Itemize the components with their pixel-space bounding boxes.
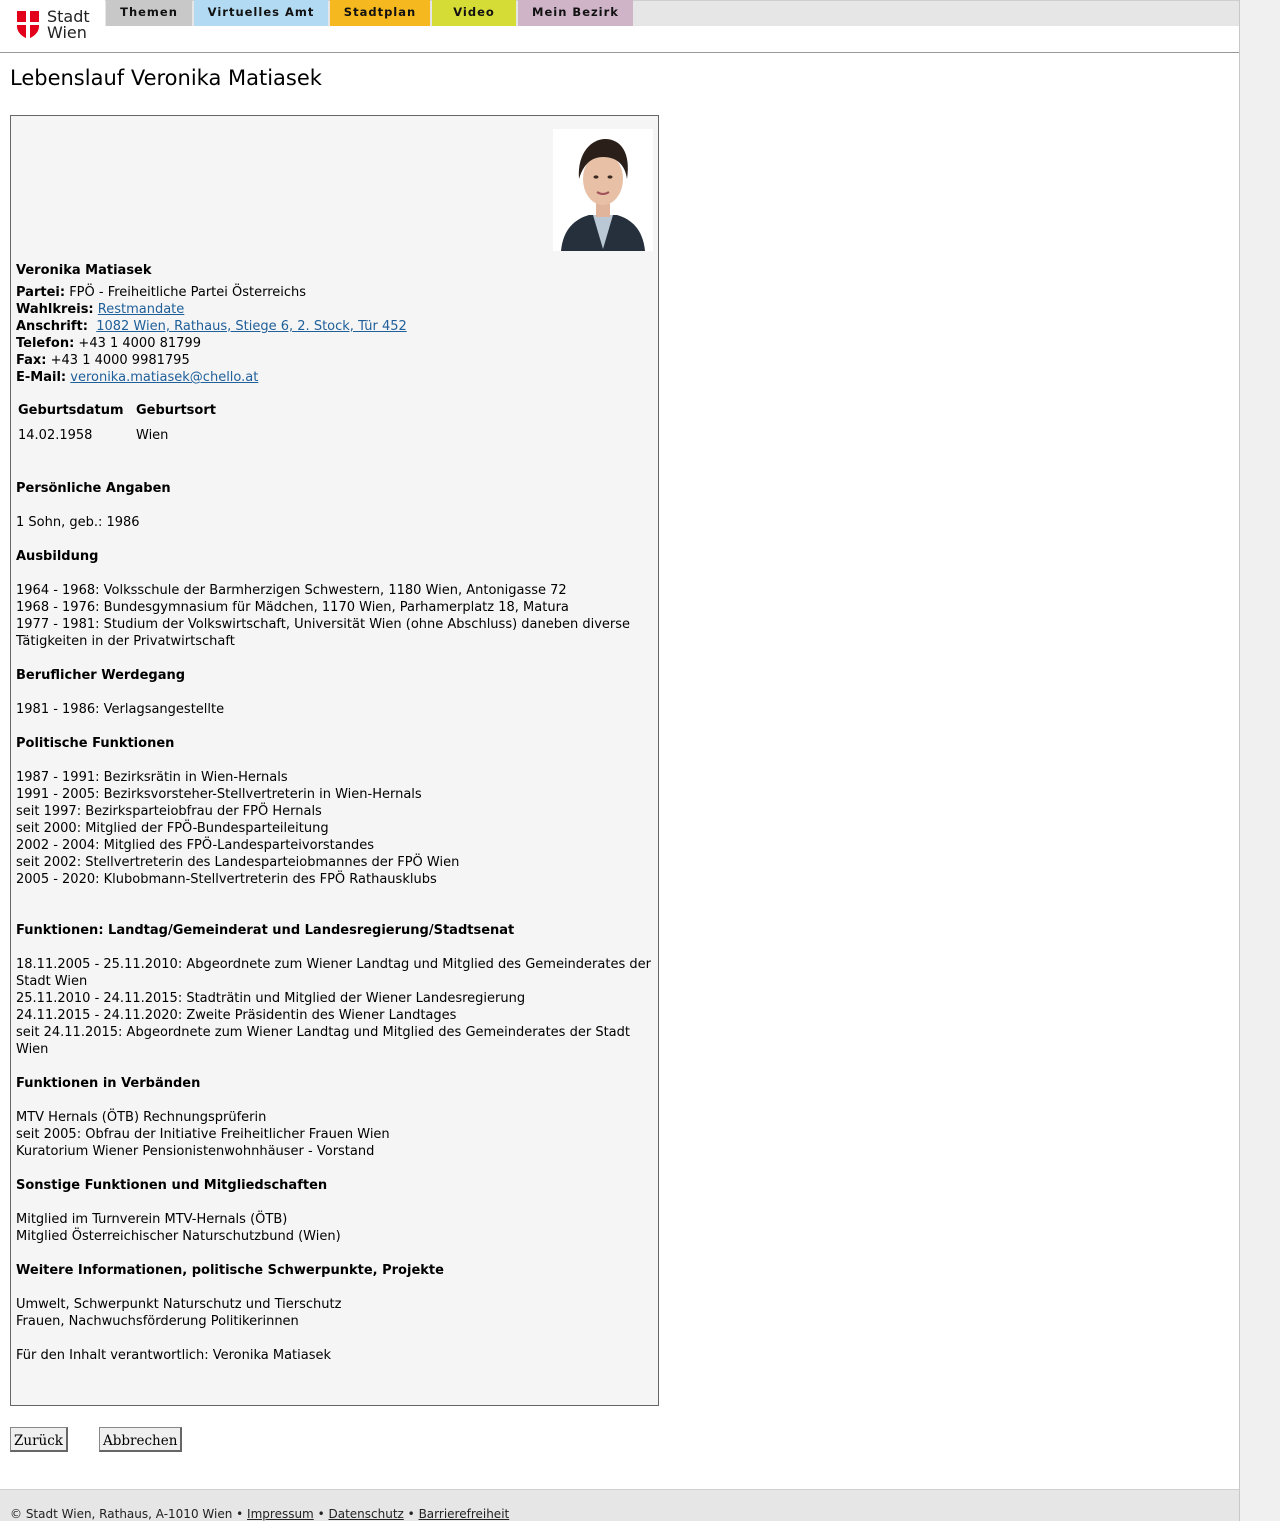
impressum-link[interactable]: Impressum xyxy=(247,1507,314,1521)
section-line: seit 2005: Obfrau der Initiative Freiheitlicher Frauen Wien xyxy=(16,1127,390,1142)
email-label: E-Mail: xyxy=(16,370,67,385)
section-line: Umwelt, Schwerpunkt Naturschutz und Tierschutz xyxy=(16,1297,342,1312)
section-line: 18.11.2005 - 25.11.2010: Abgeordnete zum Wiener Landtag und Mitglied des Gemeinderates der Stadt Wien xyxy=(16,957,651,989)
main-nav xyxy=(106,0,635,26)
section-title: Ausbildung xyxy=(16,549,99,564)
anschrift-label: Anschrift: xyxy=(16,319,88,334)
cv-box xyxy=(10,115,659,1406)
birth-date-header: Geburtsdatum xyxy=(18,403,124,418)
birth-date: 14.02.1958 xyxy=(18,428,93,443)
fax-label: Fax: xyxy=(16,353,47,368)
partei-value: FPÖ - Freiheitliche Partei Österreichs xyxy=(69,285,307,300)
footer-separator: • xyxy=(317,1507,325,1521)
anschrift-row xyxy=(16,318,656,335)
section-title: Sonstige Funktionen und Mitgliedschaften xyxy=(16,1178,328,1193)
section-line: seit 2000: Mitglied der FPÖ-Bundesparteileitung xyxy=(16,821,329,836)
partei-row xyxy=(16,284,656,301)
section-line: 24.11.2015 - 24.11.2020: Zweite Präsidentin des Wiener Landtages xyxy=(16,1008,457,1023)
footer-separator: • xyxy=(236,1507,244,1521)
section-line: 1991 - 2005: Bezirksvorsteher-Stellvertreterin in Wien-Hernals xyxy=(16,787,422,802)
responsible-note: Für den Inhalt verantwortlich: Veronika Matiasek xyxy=(16,1348,332,1363)
birth-place: Wien xyxy=(136,428,169,443)
section-title: Beruflicher Werdegang xyxy=(16,668,186,683)
site-footer xyxy=(0,1489,1239,1521)
fax-row xyxy=(16,352,656,369)
page-title: Lebenslauf Veronika Matiasek xyxy=(10,66,322,90)
section-line: Frauen, Nachwuchsförderung Politikerinnen xyxy=(16,1314,299,1329)
section-title: Funktionen in Verbänden xyxy=(16,1076,201,1091)
cancel-button[interactable]: Abbrechen xyxy=(99,1427,182,1452)
section-line: 1968 - 1976: Bundesgymnasium für Mädchen, 1170 Wien, Parhamerplatz 18, Matura xyxy=(16,600,569,615)
section-line: 2005 - 2020: Klubobmann-Stellvertreterin des FPÖ Rathausklubs xyxy=(16,872,437,887)
stadt-wien-logo[interactable] xyxy=(0,0,105,44)
email-row xyxy=(16,369,656,386)
person-name: Veronika Matiasek xyxy=(16,263,152,278)
site-header xyxy=(0,0,1239,53)
datenschutz-link[interactable]: Datenschutz xyxy=(328,1507,404,1521)
cv-content xyxy=(16,262,656,1364)
section-line: 25.11.2010 - 24.11.2015: Stadträtin und Mitglied der Wiener Landesregierung xyxy=(16,991,526,1006)
tab-mein-bezirk[interactable]: Mein Bezirk xyxy=(518,0,633,26)
section-title: Politische Funktionen xyxy=(16,736,175,751)
telefon-label: Telefon: xyxy=(16,336,75,351)
wien-shield-icon xyxy=(17,11,39,39)
email-link[interactable]: veronika.matiasek@chello.at xyxy=(70,370,259,385)
section-line: 1981 - 1986: Verlagsangestellte xyxy=(16,702,225,717)
section-line: MTV Hernals (ÖTB) Rechnungsprüferin xyxy=(16,1110,267,1125)
telefon-value: +43 1 4000 81799 xyxy=(78,336,201,351)
section-title: Weitere Informationen, politische Schwerpunkte, Projekte xyxy=(16,1263,444,1278)
section-line: seit 24.11.2015: Abgeordnete zum Wiener Landtag und Mitglied des Gemeinderates der Stadt Wien xyxy=(16,1025,630,1057)
logo-line-1: Stadt xyxy=(47,7,90,26)
section-title: Persönliche Angaben xyxy=(16,481,171,496)
section-line: 1987 - 1991: Bezirksrätin in Wien-Hernals xyxy=(16,770,288,785)
section-line: seit 2002: Stellvertreterin des Landesparteiobmannes der FPÖ Wien xyxy=(16,855,460,870)
section-line: seit 1997: Bezirksparteiobfrau der FPÖ Hernals xyxy=(16,804,322,819)
footer-separator: • xyxy=(407,1507,415,1521)
telefon-row xyxy=(16,335,656,352)
tab-stadtplan[interactable]: Stadtplan xyxy=(330,0,430,26)
section-line: 2002 - 2004: Mitglied des FPÖ-Landesparteivorstandes xyxy=(16,838,375,853)
footer-text xyxy=(10,1507,509,1521)
partei-label: Partei: xyxy=(16,285,66,300)
section-title: Funktionen: Landtag/Gemeinderat und Landesregierung/Stadtsenat xyxy=(16,923,515,938)
tab-video[interactable]: Video xyxy=(432,0,516,26)
wahlkreis-row xyxy=(16,301,656,318)
wahlkreis-label: Wahlkreis: xyxy=(16,302,94,317)
portrait-photo xyxy=(553,129,653,251)
footer-copyright: © Stadt Wien, Rathaus, A-1010 Wien xyxy=(10,1507,233,1521)
wahlkreis-link[interactable]: Restmandate xyxy=(97,302,185,317)
section-line: Mitglied im Turnverein MTV-Hernals (ÖTB) xyxy=(16,1212,288,1227)
tab-themen[interactable]: Themen xyxy=(106,0,192,26)
anschrift-link[interactable]: 1082 Wien, Rathaus, Stiege 6, 2. Stock, Tür 452 xyxy=(96,319,407,334)
section-line: 1977 - 1981: Studium der Volkswirtschaft, Universität Wien (ohne Abschluss) daneben diverse Tätigkeiten in der Privatwirtschaft xyxy=(16,617,631,649)
barrierefreiheit-link[interactable]: Barrierefreiheit xyxy=(418,1507,510,1521)
section-line: Mitglied Österreichischer Naturschutzbund (Wien) xyxy=(16,1229,341,1244)
section-line: Kuratorium Wiener Pensionistenwohnhäuser - Vorstand xyxy=(16,1144,375,1159)
fax-value: +43 1 4000 9981795 xyxy=(50,353,190,368)
tab-virtuelles-amt[interactable]: Virtuelles Amt xyxy=(194,0,328,26)
birth-table xyxy=(16,400,218,444)
back-button[interactable]: Zurück xyxy=(10,1427,68,1452)
vertical-scrollbar[interactable] xyxy=(1239,0,1280,1521)
logo-line-2: Wien xyxy=(47,23,87,42)
birth-place-header: Geburtsort xyxy=(136,403,216,418)
logo-text xyxy=(47,9,90,41)
section-line: 1 Sohn, geb.: 1986 xyxy=(16,515,140,530)
section-line: 1964 - 1968: Volksschule der Barmherzigen Schwestern, 1180 Wien, Antonigasse 72 xyxy=(16,583,567,598)
